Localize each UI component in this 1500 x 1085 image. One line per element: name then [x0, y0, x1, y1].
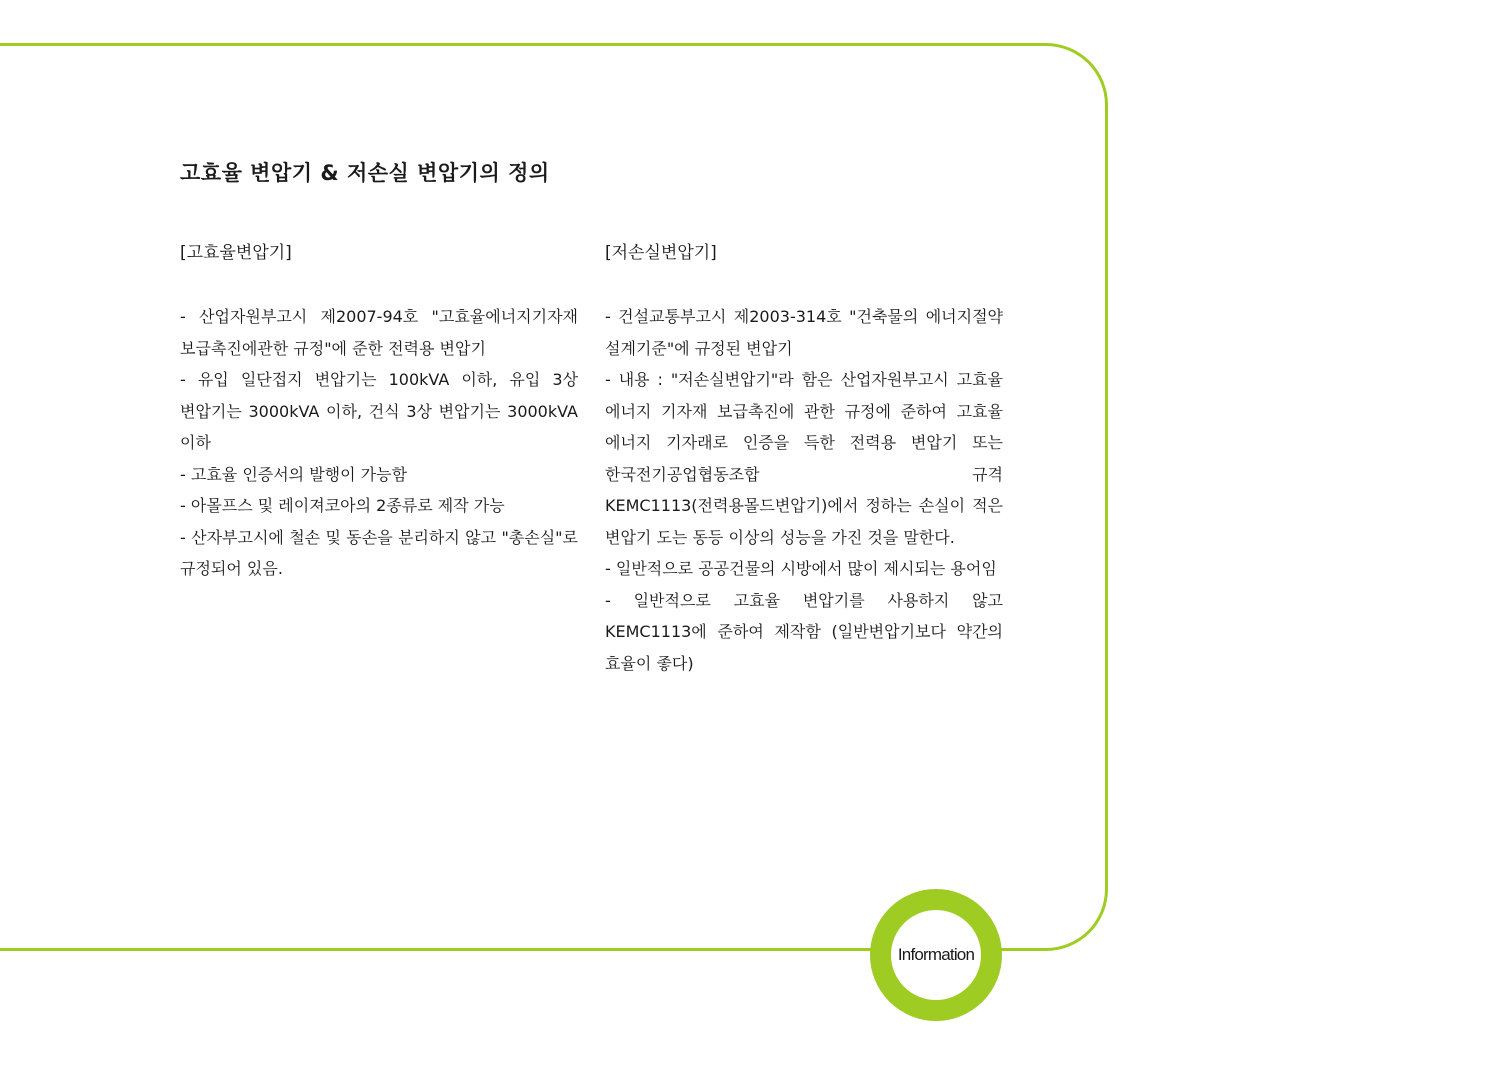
- low-loss-item: - 내용 : "저손실변압기"라 함은 산업자원부고시 고효율 에너지 기자재 보급촉진에 관한 규정에 준하여 고효율 에너지 기자래로 인증을 득한 전력용 변압기 또는 한국전기공업협동조합 규격 KEMC1113(전력용몰드변압기)에서 정하는 손실이 적은 변압기 도는 동등 이상의 성능을 가진 것을 말한다.: [605, 370, 1003, 547]
- information-label: Information: [897, 945, 975, 964]
- high-efficiency-item: - 산자부고시에 철손 및 동손을 분리하지 않고 "총손실"로 규정되어 있음.: [180, 527, 578, 578]
- information-ring-icon: [870, 889, 1002, 1021]
- high-efficiency-column: [180, 238, 578, 585]
- low-loss-heading: [저손실변압기]: [605, 243, 717, 263]
- high-efficiency-item: - 고효율 인증서의 발행이 가능함: [180, 464, 408, 484]
- high-efficiency-item: - 유입 일단접지 변압기는 100kVA 이하, 유입 3상 변압기는 3000kVA 이하, 건식 3상 변압기는 3000kVA 이하: [180, 370, 578, 452]
- low-loss-item: - 일반적으로 고효율 변압기를 사용하지 않고 KEMC1113에 준하여 제작함 (일반변압기보다 약간의 효율이 좋다): [605, 590, 1003, 673]
- low-loss-column: [605, 238, 1003, 679]
- page-title: 고효율 변압기 & 저손실 변압기의 정의: [180, 161, 550, 185]
- high-efficiency-heading: [고효율변압기]: [180, 243, 292, 263]
- low-loss-item: - 건설교통부고시 제2003-314호 "건축물의 에너지절약 설계기준"에 규정된 변압기: [605, 307, 1003, 358]
- high-efficiency-item: - 아몰프스 및 레이져코아의 2종류로 제작 가능: [180, 496, 505, 515]
- low-loss-item: - 일반적으로 공공건물의 시방에서 많이 제시되는 용어임: [605, 559, 997, 578]
- high-efficiency-item: - 산업자원부고시 제2007-94호 "고효율에너지기자재 보급촉진에관한 규정"에 준한 전력용 변압기: [180, 307, 578, 358]
